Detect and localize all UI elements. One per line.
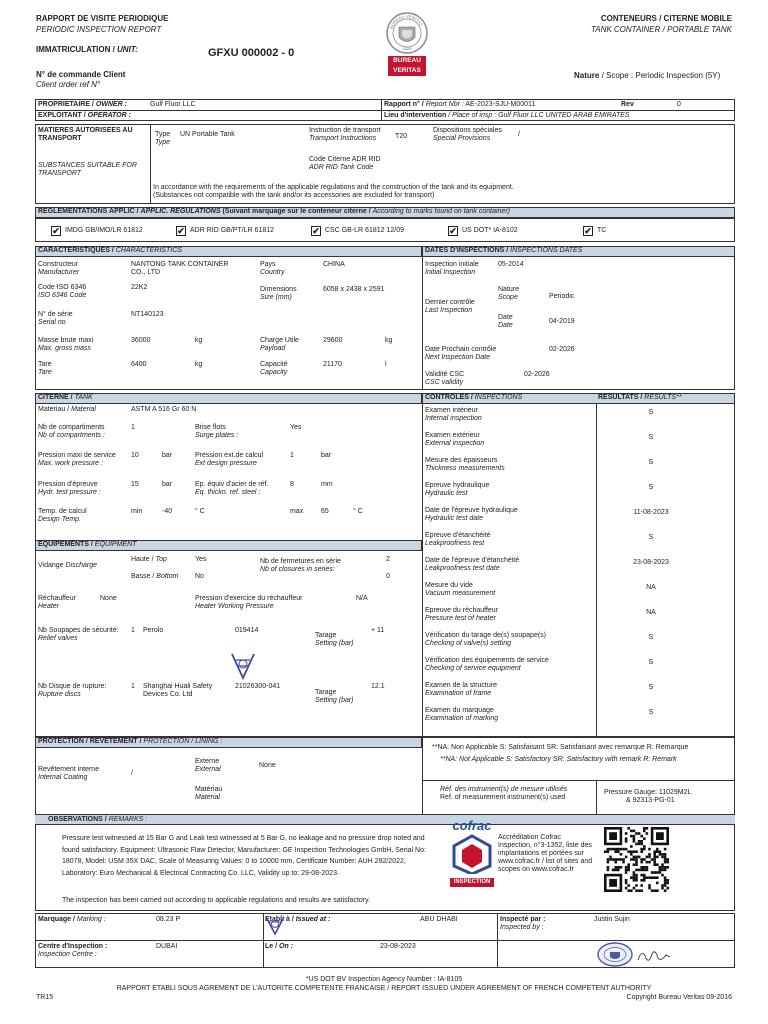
dates-title: DATES D'INSPECTIONS / INSPECTIONS DATES [425, 247, 583, 254]
heater-value: None [100, 595, 117, 602]
iso-code-label: Code ISO 6346 ISO 6346 Code [38, 284, 87, 300]
subtitle-en: TANK CONTAINER / PORTABLE TANK [590, 25, 732, 34]
date-on-label: Le / On : [265, 943, 294, 950]
inspection-row-fr: Epreuve hydraulique [425, 482, 490, 489]
equipment-title: EQUIPEMENTS / EQUIPMENT [38, 541, 137, 548]
inspection-row-label [425, 407, 482, 424]
inspection-centre-label: Centre d'Inspection : Inspection Centre : [38, 943, 108, 959]
inspection-row-fr: Vérification du tarage de(s) soupape(s) [425, 632, 547, 639]
inspection-row-en: Checking of valve(s) setting [425, 640, 511, 648]
unit-mm: mm [321, 481, 333, 488]
inspection-row-result: S [648, 484, 654, 491]
bureau-veritas-wordmark: BUREAU VERITAS [388, 56, 426, 76]
inspection-row-label [425, 457, 505, 474]
inspection-row-label [425, 707, 498, 724]
top-value: Yes [195, 556, 207, 563]
legend-en: **NA: Not Applicable S: Satisfactory SR: Satisfactory with remark R: Remark [440, 756, 677, 763]
inspection-row-label [425, 532, 491, 549]
serial-label: N° de série Serial no [38, 311, 73, 327]
last-date-value: 04-2019 [549, 318, 575, 325]
unit-bar: bar [321, 452, 332, 459]
issued-at-label: Etabli à / Issued at : [265, 916, 331, 923]
unit-number: GFXU 000002 - 0 [208, 47, 295, 59]
owner-value: Gulf Fluor LLC [150, 101, 196, 108]
compartments-label: Nb de compartiments Nb of compartments : [38, 424, 105, 440]
country-value: CHINA [323, 261, 345, 268]
material-label: Materiau / Material [38, 406, 96, 413]
bv-stamp-icon [230, 652, 256, 682]
substances-label-en: SUBSTANCES SUITABLE FOR TRANSPORT [38, 162, 137, 178]
unit-kg: kg [195, 361, 203, 368]
manufacturer-label: Constructeur Manufacturer [38, 261, 80, 277]
results-title: RESULTATS / RESULTS** [598, 394, 682, 401]
surge-plates-value: Yes [290, 424, 302, 431]
top-label: Haute / Top [131, 556, 167, 563]
reg-imdg-checkbox: ✔ [52, 226, 60, 236]
issued-at-value: ABU DHABI [420, 916, 458, 923]
ref-steel-label: Ep. équiv d'acier de réf. Eq. thickn. ref. steel : [195, 481, 269, 497]
instruments-value: Pressure Gauge: 11029M2L & 92313-PG-01 [604, 789, 692, 805]
subtitle-fr: CONTENEURS / CITERNE MOBILE [600, 14, 732, 23]
tank-code-label: Code Citerne ADR RID ADR RID Tank Code [309, 156, 381, 172]
tare-value: 6400 [131, 361, 147, 368]
bv-round-seal-icon [597, 942, 637, 967]
max-work-pressure-label: Pression maxi de service Max. work pressure : [38, 452, 116, 468]
special-provisions-value: / [518, 131, 520, 138]
external-label: Externe External [195, 758, 221, 774]
usdot-note: *US DOT BV Inspection Agency Number : IA-8105 [305, 976, 463, 983]
inspected-by-value: Justin Sujin [594, 916, 630, 923]
operator-label: EXPLOITANT / OPERATOR : [38, 112, 131, 119]
min-temp-value: -40 [162, 508, 173, 515]
reg-csc: ✔ CSC GB-LR 61812 12/09 [312, 226, 404, 236]
inspection-row-fr: Examen extérieur [425, 432, 480, 439]
unit-litre: l [385, 361, 387, 368]
coating-material-label: Matériau Material [195, 786, 223, 802]
marking-stamp [263, 915, 287, 937]
inspection-centre-value: DUBAI [156, 943, 178, 950]
tank-type-label: Type Type [155, 131, 171, 147]
inspection-row-result: S [648, 459, 654, 466]
revision-value: 0 [677, 101, 681, 108]
transport-instruction-label: Instruction de transport Transport Instructions [309, 127, 381, 143]
last-date-label: Date Date [498, 314, 513, 330]
inspection-row-result: NA [646, 584, 656, 591]
inspection-row-fr: Epreuve d'étanchéité [425, 532, 491, 539]
inspection-row-result: S [648, 409, 654, 416]
inspection-row-result: S [648, 684, 654, 691]
inspection-row-fr: Epreuve du réchauffeur [425, 607, 499, 614]
inspection-row-label [425, 607, 498, 624]
inspection-row-label [425, 507, 518, 524]
inspection-row-result: S [648, 634, 654, 641]
reg-us-dot: ✔ US DOT* IA-8102 [449, 226, 518, 236]
inspection-row-label [425, 582, 495, 599]
unit-label: IMMATRICULATION / UNIT: [36, 45, 138, 54]
inspection-row-label [425, 632, 546, 649]
bv-stamp-mark [230, 652, 256, 682]
max-gross-label: Masse brute maxi Max. gross mass [38, 337, 94, 353]
rupture-setting-label: Tarage Setting (bar) [315, 689, 354, 705]
max-work-pressure-value: 10 [131, 452, 139, 459]
form-code: TR15 [36, 994, 54, 1001]
manufacturer-value: NANTONG TANK CONTAINER CO., LTD [131, 261, 229, 277]
reg-usdot-checkbox: ✔ [449, 226, 457, 236]
ref-steel-value: 8 [290, 481, 294, 488]
heater-label: Réchauffeur Heater [38, 595, 77, 611]
tank-title: CITERNE / TANK [38, 394, 93, 401]
inspection-row-en: Leakproofness test date [425, 565, 500, 573]
inspection-row-result: S [648, 709, 654, 716]
authority-note: RAPPORT ETABLI SOUS AGREMENT DE L'AUTORITE COMPETENTE FRANCAISE / REPORT ISSUED UNDER AGREEMENT OF FRENCH COMPETENT AUTHORITY [116, 985, 652, 992]
cofrac-logo [450, 818, 494, 894]
rupture-discs-make: Shanghai Huali Safety Devices Co. Ltd [143, 683, 213, 699]
inspection-row-label [425, 657, 549, 674]
material-value: ASTM A 516 Gr 60 N [131, 406, 197, 413]
last-inspection-label: Dernier contrôle Last Inspection [425, 299, 475, 315]
country-label: Pays Country [260, 261, 285, 277]
unit-degc: ° C [195, 508, 205, 515]
place-of-inspection: Lieu d'intervention / Place of insp : Gulf Fluor LLC UNITED ARAB EMIRATES [384, 112, 630, 119]
relief-valves-label: Nb Soupapes de sécurité: Relief valves [38, 627, 119, 643]
inspection-row-fr: Vérification des équipements de service [425, 657, 549, 664]
tank-type-value: UN Portable Tank [180, 131, 235, 138]
inspection-row-fr: Examen intérieur [425, 407, 478, 414]
inspection-row-label [425, 682, 497, 699]
substances-note: In accordance with the requirements of the applicable regulations and the construction of the tank and its equipment. (Substances not compatible with the tank and/or its accessories are excluded for transport) [153, 184, 514, 200]
cofrac-hexagon-icon [450, 834, 494, 874]
legend-fr: **NA: Non Applicable S: Satisfaisant SR: Satisfaisant avec remarque R: Remarque [432, 744, 689, 751]
ext-design-pressure-value: 1 [290, 452, 294, 459]
scope-label-2: Nature Scope [498, 286, 520, 302]
reg-imdg: ✔ IMDG GB/IMO/LR 61812 [52, 226, 143, 236]
rupture-setting-value: 12.1 [371, 683, 385, 690]
inspected-by-label: Inspecté par : Inspected by : [500, 916, 546, 932]
csc-validity-label: Validité CSC CSC validity [425, 371, 465, 387]
closures-label: Nb de fermetures en série Nb of closures in series: [260, 558, 341, 574]
internal-coating-value: / [131, 770, 133, 777]
max-label: max [290, 508, 304, 515]
reg-csc-checkbox: ✔ [312, 226, 320, 236]
inspection-row-fr: Mesure des épaisseurs [425, 457, 498, 464]
min-label: min [131, 508, 143, 515]
client-order-label: N° de commande Client Client order ref N° [36, 70, 126, 89]
cofrac-accreditation: Accréditation Cofrac Inspection, n°3-1352, liste des implantations et portées sur www.cofrac.fr / list of sites and scopes on www.cofrac.fr [498, 834, 593, 873]
transport-instruction-value: T20 [395, 133, 408, 140]
tank-header [35, 393, 422, 404]
next-inspection-value: 02-2026 [549, 346, 575, 353]
remarks-conclusion: The inspection has been carried out according to applicable regulations and results are satisfactory. [62, 897, 371, 904]
max-gross-value: 36000 [131, 337, 151, 344]
bottom-label: Basse / Bottom [131, 573, 179, 580]
inspection-row-fr: Examen du marquage [425, 707, 494, 714]
bv-round-seal [597, 942, 637, 967]
payload-label: Charge Utile Payload [260, 337, 299, 353]
scope-value: Periodic [549, 293, 575, 300]
compartments-value: 1 [131, 424, 135, 431]
relief-valves-serial: 019414 [235, 627, 259, 634]
capacity-label: Capacité Capacity [260, 361, 288, 377]
bottom-value: No [195, 573, 204, 580]
initial-inspection-value: 05-2014 [498, 261, 524, 268]
design-temp-label: Temp. de calcul Design Temp. [38, 508, 87, 524]
inspection-row-en: Hydraulic test date [425, 515, 483, 523]
owner-label: PROPRIETAIRE / OWNER : [38, 101, 127, 108]
signature [636, 946, 672, 966]
ext-design-pressure-label: Pression ext.de calcul Ext design pressure [195, 452, 264, 468]
svg-text:1828: 1828 [402, 46, 412, 51]
csc-validity-value: 02-2026 [524, 371, 550, 378]
rupture-discs-serial: 21026300-041 [235, 683, 281, 690]
regulations-title: REGLEMENTATIONS APPLIC / APPLIC. REGULATIONS (Suivant marquage sur le conteneur citerne / According to marks found on tank container) [38, 208, 510, 215]
inspection-row-result: S [648, 534, 654, 541]
inspection-row-en: Examination of marking [425, 715, 499, 723]
reg-adr-checkbox: ✔ [177, 226, 185, 236]
inspection-row-result: 11-08-2023 [633, 509, 669, 516]
reg-tc: ✔ TC [584, 226, 607, 236]
inspection-row-en: Pressure test of heater [425, 615, 496, 623]
special-provisions-label: Dispositions spéciales Special Provisions [433, 127, 502, 143]
inspection-row-fr: Date de l'épreuve d'étanchéité [425, 557, 520, 564]
marking-label: Marquage / Marking : [38, 916, 106, 923]
inspection-row-fr: Mesure du vide [425, 582, 473, 589]
title-en: PERIODIC INSPECTION REPORT [36, 25, 162, 34]
relief-setting-label: Tarage Setting (bar) [315, 632, 354, 648]
inspections-title: CONTROLES / INSPECTIONS [425, 394, 523, 401]
inspection-row-label [425, 557, 519, 574]
date-on-value: 23-08-2023 [380, 943, 416, 950]
characteristics-title: CARACTERISTIQUES / CHARACTERISTICS [38, 247, 182, 254]
inspection-row-result: 23-08-2023 [633, 559, 669, 566]
unit-bar: bar [162, 481, 173, 488]
unit-degc: ° C [353, 508, 363, 515]
discharge-label: Vidange Discharge [38, 562, 98, 569]
max-temp-value: 65 [321, 508, 329, 515]
inspection-row-en: Internal inspection [425, 415, 482, 423]
scope-label: Nature / Scope : Periodic Inspection (5Y) [574, 71, 721, 80]
serial-value: NT140123 [131, 311, 164, 318]
qr-code [604, 827, 669, 892]
tare-label: Tare Tare [38, 361, 52, 377]
title-fr: RAPPORT DE VISITE PERIODIQUE [36, 14, 169, 23]
svg-text:BUREAU VERITAS: BUREAU VERITAS [388, 13, 424, 30]
rupture-discs-label: Nb Disque de rupture: Rupture discs [38, 683, 107, 699]
inspection-row-en: External inspection [425, 440, 485, 448]
reg-tc-checkbox: ✔ [584, 226, 592, 236]
next-inspection-label: Date Prochain contrôle Next Inspection Date [425, 346, 497, 362]
inspection-row-result: NA [646, 609, 656, 616]
substances-label-fr: MATIERES AUTORISEES AU TRANSPORT [38, 127, 133, 143]
internal-coating-label: Revêtement interne Internal Coating [38, 766, 100, 782]
iso-code-value: 22K2 [131, 284, 148, 291]
inspection-row-fr: Date de l'épreuve hydraulique [425, 507, 518, 514]
inspection-row-en: Thickness measurements [425, 465, 505, 473]
inspection-row-en: Leakproofness test [425, 540, 485, 548]
test-pressure-label: Pression d'épreuve Hydr. test pressure : [38, 481, 101, 497]
unit-bar: bar [162, 452, 173, 459]
copyright: Copyright Bureau Veritas 09-2016 [626, 994, 732, 1001]
surge-plates-label: Brise flots Surge plates : [195, 424, 239, 440]
cofrac-wordmark: cofrac [452, 818, 492, 833]
relief-setting-value: + 11 [371, 627, 385, 634]
inspection-row-en: Checking of service equipment [425, 665, 521, 673]
inspection-row-en: Hydraulic test [425, 490, 468, 498]
signature-icon [636, 946, 672, 966]
remarks-text: Pressure test witnessed at 15 Bar G and Leak test witnessed at 5 Bar G, no leakage and no pressure drop noted and found satisfactory. Equipment: Ultrasonic Flaw Detector, Manufacturer: GE Inspection Technologies GmbH, Serial No: 18078, Model: USM 35X DAC, Scale of Measuring Values: 0 to 10000 mm, Certificate Number: AUH 292/2022, Laboratory: Euro Mechanical & Electrical Contracting Co. LLC, Validity up to: 29-08-2023. [62, 835, 426, 877]
dimensions-label: Dimensions Size (mm) [260, 286, 297, 302]
report-number-label: Rapport n° / Report Nbr : AE-2023-SJU-M00011 [384, 101, 536, 108]
test-pressure-value: 15 [131, 481, 139, 488]
external-value: None [259, 762, 276, 769]
qr-code-icon [604, 827, 669, 892]
marking-stamp-icon [263, 915, 287, 937]
inspection-row-label [425, 432, 484, 449]
unit-kg: kg [195, 337, 203, 344]
cofrac-inspection-band: INSPECTION [450, 878, 494, 887]
bureau-veritas-logo [384, 6, 430, 94]
unit-kg: kg [385, 337, 393, 344]
capacity-value: 21170 [323, 361, 342, 368]
inspection-row-result: S [648, 434, 654, 441]
relief-valves-count: 1 [131, 627, 135, 634]
relief-valves-make: Perolo [143, 627, 164, 634]
instruments-label: Réf. des instrument(s) de mesure utilisés Ref. of measurement instrument(s) used [440, 786, 568, 802]
inspection-row-en: Examination of frame [425, 690, 492, 698]
payload-value: 29600 [323, 337, 343, 344]
initial-inspection-label: Inspection initiale Initial Inspection [425, 261, 479, 277]
heater-pressure-label: Pression d'exercice du réchauffeur Heater Working Pressure [195, 595, 303, 611]
inspection-row-result: S [648, 659, 654, 666]
closures-value-top: 2 [386, 556, 390, 563]
closures-value-bottom: 0 [386, 573, 390, 580]
protection-title: PROTECTION / REVETEMENT / PROTECTION / LINING : [38, 738, 223, 745]
inspection-row-en: Vacuum measurement [425, 590, 496, 598]
heater-pressure-value: N/A [356, 595, 368, 602]
marking-value: 08.23 P [156, 916, 181, 923]
reg-adr-rid: ✔ ADR RID GB/PT/LR 61812 [177, 226, 275, 236]
dimensions-value: 6058 x 2438 x 2591 [323, 286, 385, 293]
remarks-title: OBSERVATIONS / REMARKS : [48, 816, 148, 823]
inspection-row-fr: Examen de la structure [425, 682, 497, 689]
inspection-row-label [425, 482, 489, 499]
revision-label: Rev [621, 101, 634, 108]
rupture-discs-count: 1 [131, 683, 135, 690]
